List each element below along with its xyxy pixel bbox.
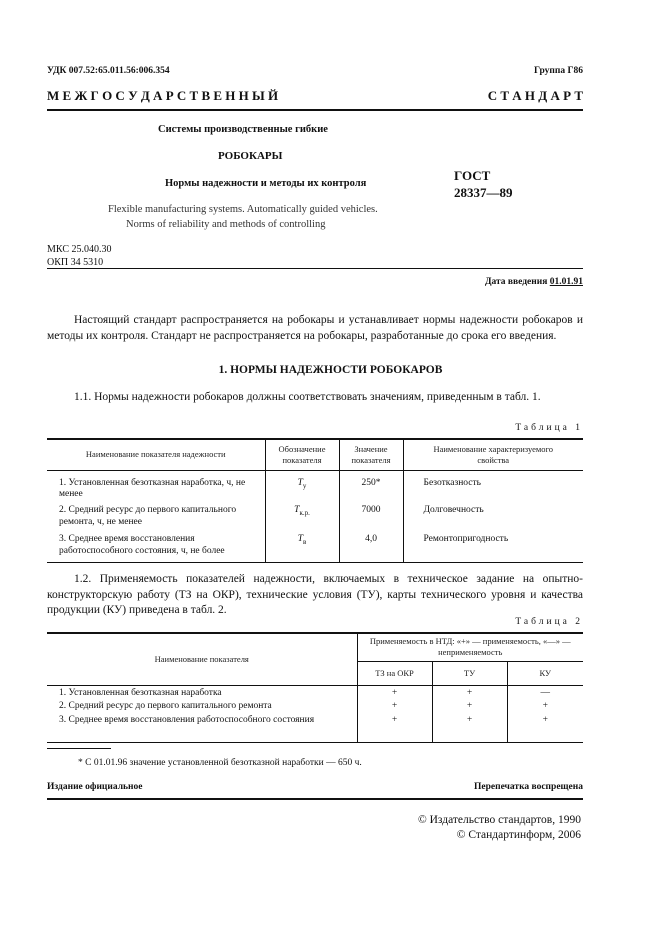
t1-cell-value: 7000 bbox=[339, 503, 403, 532]
gost-number: 28337—89 bbox=[454, 185, 513, 200]
group-code: Группа Г86 bbox=[534, 66, 583, 76]
t1-symbol-sub: у bbox=[302, 481, 307, 490]
t1-cell-property: Безотказность bbox=[423, 477, 481, 488]
t1-header-value: Значение показателя bbox=[339, 439, 403, 470]
t2-cell-tz: + bbox=[357, 714, 432, 742]
t1-header-property: Наименование характеризуемого свойства bbox=[433, 443, 554, 465]
t1-cell-value: 4,0 bbox=[339, 532, 403, 562]
title-line-2: РОБОКАРЫ bbox=[218, 150, 283, 162]
t2-header-group: Применяемость в НТД: «+» — применяемость, «—» — неприменяемость bbox=[357, 633, 583, 661]
t1-cell-name: 3. Среднее время восстановления работоспособного состояния, ч, не более bbox=[47, 532, 265, 562]
header-rule bbox=[47, 109, 583, 111]
t2-cell-name: 2. Средний ресурс до первого капитального ремонта bbox=[47, 700, 357, 714]
t1-symbol-sub: к.р. bbox=[299, 508, 310, 517]
t1-cell-symbol bbox=[265, 503, 339, 532]
intro-paragraph: Настоящий стандарт распространяется на робокары и устанавливает нормы надежности робокаров и методы их контроля. Стандарт не распространяется на робокары, разработанные до срока его введения. bbox=[47, 314, 583, 342]
copyright-2: © Стандартинформ, 2006 bbox=[456, 829, 581, 841]
udk-code: УДК 007.52:65.011.56:006.354 bbox=[47, 66, 170, 76]
t2-cell-name: 1. Установленная безотказная наработка bbox=[47, 685, 357, 700]
paragraph-1-2: 1.2. Применяемость показателей надежности, включаемых в техническое задание на опытно-конструкторскую работу (ТЗ на ОКР), технические условия (ТУ), карты технического уровня и качества продукции (КУ) приведена в табл. 2. bbox=[47, 573, 583, 616]
t2-subheader-tz: ТЗ на ОКР bbox=[357, 661, 432, 685]
section-1-heading: 1. НОРМЫ НАДЕЖНОСТИ РОБОКАРОВ bbox=[218, 364, 443, 376]
t2-cell-tz: + bbox=[357, 685, 432, 700]
t1-symbol: T bbox=[294, 505, 300, 515]
t2-subheader-tu: ТУ bbox=[432, 661, 507, 685]
okp-code: ОКП 34 5310 bbox=[47, 257, 104, 268]
footnote: * С 01.01.96 значение установленной безотказной наработки — 650 ч. bbox=[78, 758, 362, 768]
classification-codes bbox=[47, 243, 111, 269]
t1-cell-name: 1. Установленная безотказная наработка, ч, не менее bbox=[47, 470, 265, 503]
table-row bbox=[47, 503, 583, 532]
table-row bbox=[47, 470, 583, 503]
t2-header-name: Наименование показателя bbox=[47, 633, 357, 685]
t2-subheader-ku: КУ bbox=[539, 667, 552, 678]
t2-cell-tu: + bbox=[432, 685, 507, 700]
date-value: 01.01.91 bbox=[549, 277, 583, 287]
banner-left: М Е Ж Г О С У Д А Р С Т В Е Н Н Ы Й bbox=[47, 88, 279, 103]
t2-cell-ku: + bbox=[542, 701, 548, 711]
footer-rule bbox=[47, 798, 583, 800]
table-1-caption: Таблица 1 bbox=[515, 423, 583, 433]
gost-designation bbox=[454, 167, 513, 201]
paragraph-1-1: 1.1. Нормы надежности робокаров должны соответствовать значениям, приведенным в табл. 1. bbox=[74, 391, 541, 403]
table-2 bbox=[47, 632, 583, 743]
footnote-rule bbox=[47, 748, 111, 749]
t2-cell-tz: + bbox=[357, 700, 432, 714]
title-line-3: Нормы надежности и методы их контроля bbox=[165, 178, 367, 189]
table-row bbox=[47, 532, 583, 562]
t1-cell-value: 250* bbox=[339, 470, 403, 503]
t2-cell-ku: + bbox=[542, 715, 548, 725]
table-row bbox=[47, 714, 583, 742]
t1-cell-name: 2. Средний ресурс до первого капитального ремонта, ч, не менее bbox=[47, 503, 265, 532]
t2-cell-ku: — bbox=[540, 687, 550, 698]
banner-right: С Т А Н Д А Р Т bbox=[487, 88, 583, 103]
title-rule bbox=[47, 268, 583, 269]
title-line-1: Системы производственные гибкие bbox=[158, 124, 328, 135]
edition-label: Издание официальное bbox=[47, 782, 143, 792]
effective-date bbox=[485, 277, 583, 287]
t1-cell-symbol bbox=[265, 470, 339, 503]
t1-header-symbol: Обозначение показателя bbox=[265, 439, 339, 470]
t1-cell-property: Долговечность bbox=[423, 505, 484, 515]
reprint-notice: Перепечатка воспрещена bbox=[473, 782, 583, 792]
t1-header-name: Наименование показателя надежности bbox=[47, 439, 265, 470]
table-row bbox=[47, 700, 583, 714]
table-row bbox=[47, 685, 583, 700]
t1-symbol-sub: в bbox=[302, 537, 307, 546]
mks-code: МКС 25.040.30 bbox=[47, 244, 112, 255]
t1-symbol: T bbox=[297, 477, 303, 488]
table-1 bbox=[47, 438, 583, 563]
t2-cell-tu: + bbox=[432, 714, 507, 742]
t2-cell-tu: + bbox=[432, 700, 507, 714]
english-title-2: Norms of reliability and methods of controlling bbox=[126, 219, 326, 230]
gost-label: ГОСТ bbox=[454, 168, 491, 183]
copyright-1: © Издательство стандартов, 1990 bbox=[417, 814, 581, 826]
t2-cell-name: 3. Среднее время восстановления работоспособного состояния bbox=[47, 714, 357, 742]
t1-cell-property: Ремонтопригодность bbox=[423, 534, 509, 544]
standard-banner bbox=[47, 88, 583, 104]
table-2-caption: Таблица 2 bbox=[515, 617, 583, 627]
english-title-1: Flexible manufacturing systems. Automatically guided vehicles. bbox=[108, 204, 378, 215]
t1-cell-symbol bbox=[265, 532, 339, 562]
date-label: Дата введения bbox=[484, 277, 548, 287]
t1-symbol: T bbox=[297, 534, 303, 544]
